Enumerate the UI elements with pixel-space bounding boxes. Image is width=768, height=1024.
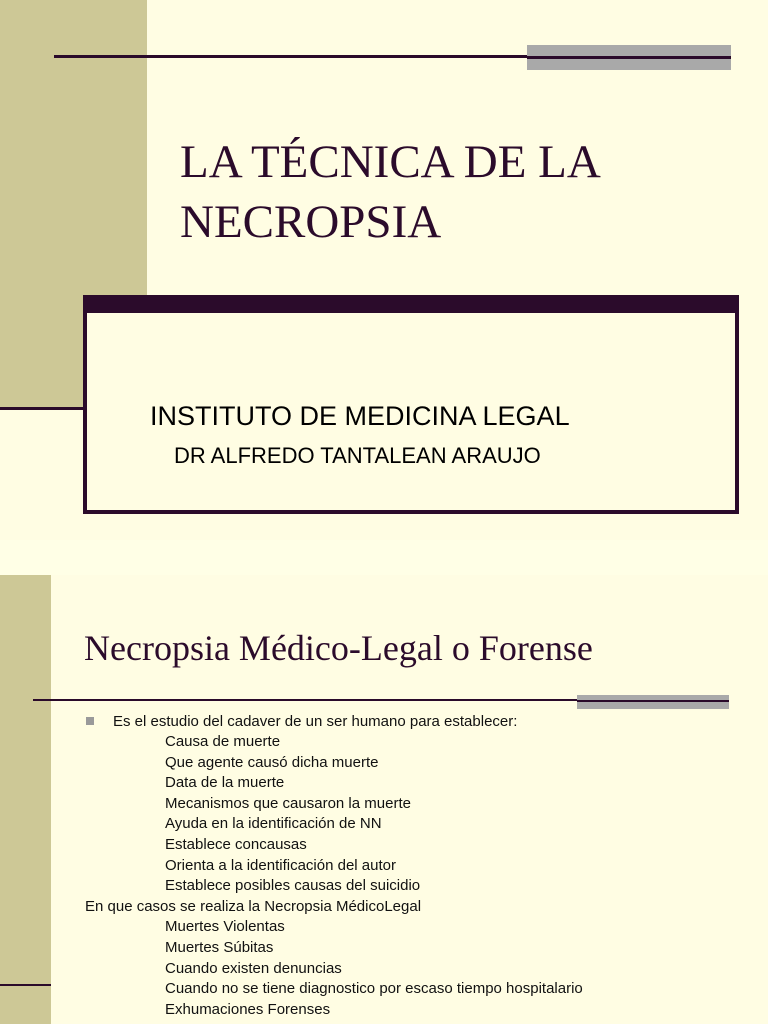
list-item: Data de la muerte bbox=[165, 774, 285, 791]
list-item: Cuando no se tiene diagnostico por escaso tiempo hospitalario bbox=[165, 980, 583, 997]
list-item: Que agente causó dicha muerte bbox=[165, 754, 379, 771]
cases-heading: En que casos se realiza la Necropsia MédicoLegal bbox=[85, 898, 422, 915]
intro-text: Es el estudio del cadaver de un ser humano para establecer: bbox=[113, 713, 518, 730]
list-item: Ayuda en la identificación de NN bbox=[165, 815, 382, 832]
divider-line bbox=[0, 407, 85, 410]
list-item: Establece concausas bbox=[165, 836, 307, 853]
title-line-2: NECROPSIA bbox=[180, 196, 442, 248]
list-item: Causa de muerte bbox=[165, 733, 281, 750]
title-line-1: LA TÉCNICA DE LA bbox=[180, 136, 601, 188]
slide-title bbox=[180, 132, 740, 252]
bottom-line bbox=[0, 984, 51, 986]
square-bullet-icon bbox=[86, 717, 94, 725]
list-item: Establece posibles causas del suicidio bbox=[165, 877, 421, 894]
list-item: Muertes Súbitas bbox=[165, 939, 274, 956]
list-item: Mecanismos que causaron la muerte bbox=[165, 795, 411, 812]
list-item: Orienta a la identificación del autor bbox=[165, 857, 396, 874]
slide-title: Necropsia Médico-Legal o Forense bbox=[84, 628, 593, 668]
accent-bar bbox=[577, 695, 729, 709]
list-item: Cuando existen denuncias bbox=[165, 960, 342, 977]
list-item: Muertes Violentas bbox=[165, 918, 285, 935]
list-item: Exhumaciones Forenses bbox=[165, 1001, 331, 1018]
accent-line bbox=[527, 56, 731, 59]
sidebar-accent bbox=[0, 575, 51, 1024]
author-name: DR ALFREDO TANTALEAN ARAUJO bbox=[174, 443, 541, 468]
content-slide bbox=[0, 575, 768, 1024]
institute-name: INSTITUTO DE MEDICINA LEGAL bbox=[150, 401, 570, 431]
accent-line bbox=[577, 700, 729, 702]
